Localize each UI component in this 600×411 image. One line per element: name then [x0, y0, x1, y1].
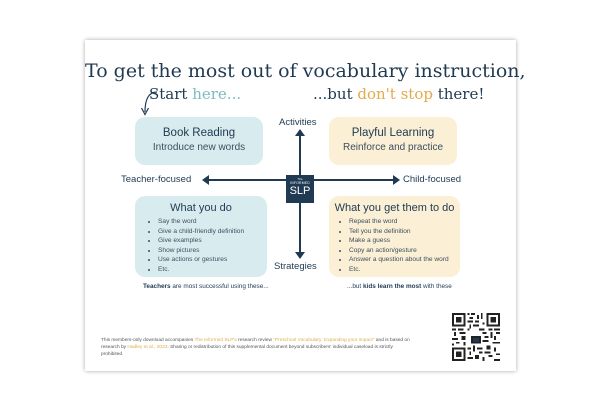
list-item: • Say the word	[158, 217, 267, 227]
what-you-do-list	[146, 217, 267, 275]
arrow-down-icon	[295, 252, 305, 259]
footer-link-research-review[interactable]: "Preschool Vocabulary: Expanding your impact"	[273, 338, 375, 343]
footer-link-informed-slp[interactable]: The Informed SLP's	[194, 338, 237, 343]
page-title: To get the most out of vocabulary instruction,	[85, 60, 526, 82]
axis-label-child-focused: Child-focused	[403, 174, 462, 185]
axis-label-strategies: Strategies	[274, 261, 317, 272]
footer-disclaimer: This members-only download accompanies The Informed SLP's research review "Preschool Vocabulary: Expanding your impact" and is based on research by Hadley et al., 2022. Sharing or redistribution of this supplemental document beyond subscribers' individual caseload is strictly prohibited.	[101, 338, 410, 357]
list-item: • Show pictures	[158, 246, 267, 256]
start-here-heading: Start here...	[149, 85, 242, 103]
what-they-do-box	[329, 196, 460, 277]
arrow-up-icon	[295, 129, 305, 136]
playful-learning-title: Playful Learning	[351, 127, 435, 139]
arrow-left-icon	[202, 175, 209, 185]
list-item: • Make a guess	[349, 236, 460, 246]
informed-slp-logo: The INFORMED SLP	[286, 175, 314, 203]
what-they-do-list	[337, 217, 460, 275]
axis-label-activities: Activities	[279, 117, 317, 128]
book-reading-subtitle: Introduce new words	[152, 142, 246, 153]
playful-learning-box	[329, 117, 457, 165]
handout-card	[85, 40, 526, 371]
list-item: • Give examples	[158, 236, 267, 246]
playful-learning-subtitle: Reinforce and practice	[342, 142, 444, 153]
axis-label-teacher-focused: Teacher-focused	[121, 174, 192, 185]
list-item: • Answer a question about the word	[349, 255, 460, 265]
dont-stop-heading: ...but don't stop there!	[313, 85, 485, 103]
book-reading-title: Book Reading	[162, 127, 236, 139]
list-item: • Repeat the word	[349, 217, 460, 227]
book-reading-box	[135, 117, 263, 165]
what-they-do-title: What you get them to do	[334, 202, 455, 214]
kids-caption: ...but kids learn the most with these	[347, 283, 452, 290]
list-item: • Tell you the definition	[349, 227, 460, 237]
qr-code-icon[interactable]	[452, 313, 500, 361]
list-item: • Etc.	[349, 265, 460, 275]
teachers-caption: Teachers are most successful using these...	[143, 283, 269, 290]
footer-link-hadley[interactable]: Hadley et al., 2022	[127, 345, 168, 350]
what-you-do-box	[135, 196, 267, 277]
arrow-right-icon	[393, 175, 400, 185]
list-item: • Copy an action/gesture	[349, 246, 460, 256]
list-item: • Give a child-friendly definition	[158, 227, 267, 237]
list-item: • Use actions or gestures	[158, 255, 267, 265]
list-item: • Etc.	[158, 265, 267, 275]
what-you-do-title: What you do	[170, 202, 232, 214]
